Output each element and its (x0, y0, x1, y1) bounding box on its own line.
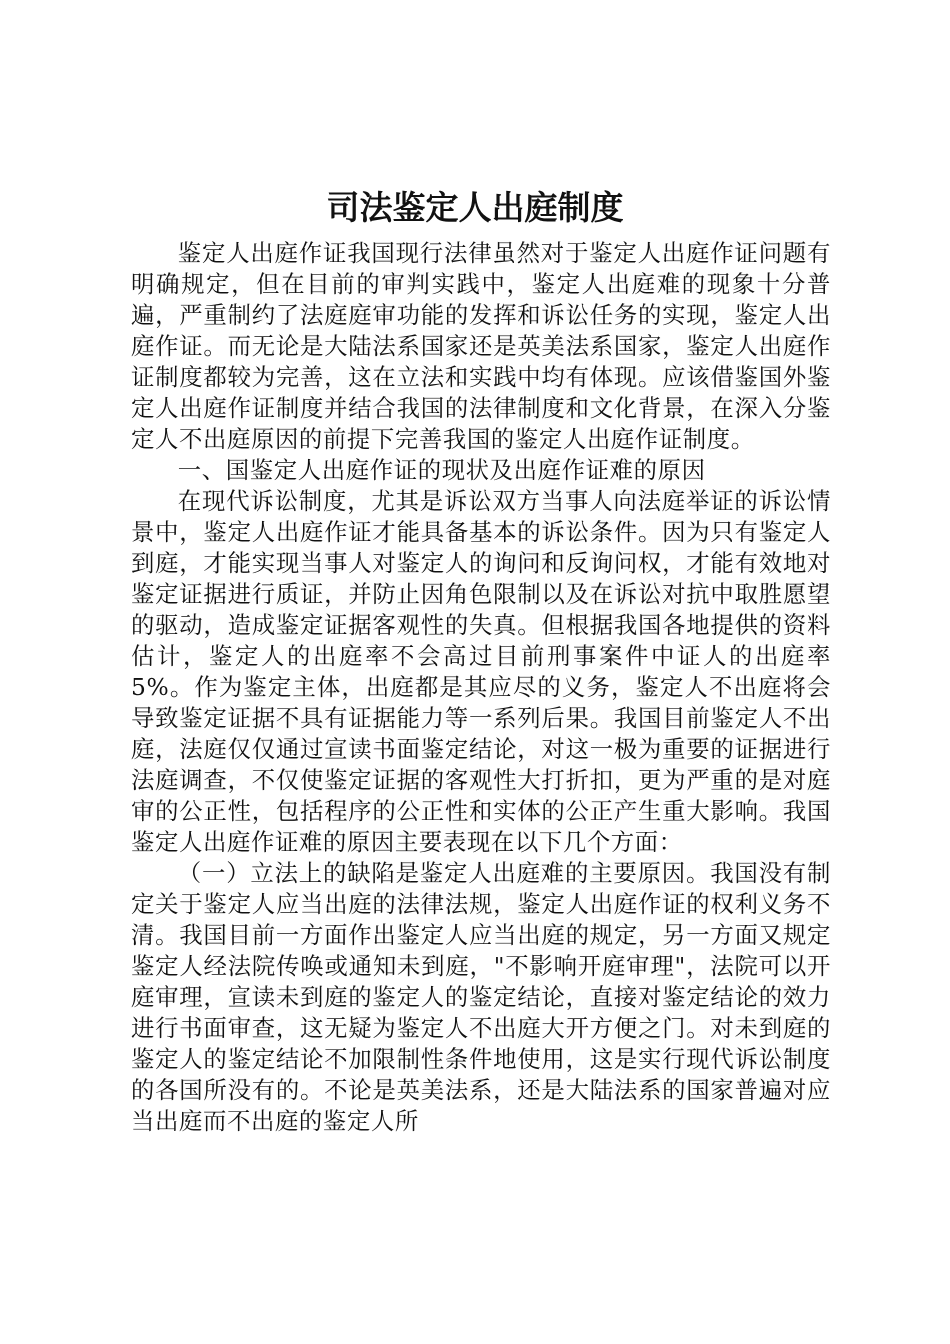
paragraph: （一）立法上的缺陷是鉴定人出庭难的主要原因。我国没有制定关于鉴定人应当出庭的法律法规，鉴定人出庭作证的权利义务不清。我国目前一方面作出鉴定人应当出庭的规定，另一方面又规定鉴定人经法院传唤或通知未到庭，"不影响开庭审理"，法院可以开庭审理，宣读未到庭的鉴定人的鉴定结论，直接对鉴定结论的效力进行书面审查，这无疑为鉴定人不出庭大开方便之门。对未到庭的鉴定人的鉴定结论不加限制性条件地使用，这是实行现代诉讼制度的各国所没有的。不论是英美法系，还是大陆法系的国家普遍对应当出庭而不出庭的鉴定人所 (131, 859, 831, 1135)
document-title: 司法鉴定人出庭制度 (326, 188, 624, 227)
section-heading: 一、国鉴定人出庭作证的现状及出庭作证难的原因 (177, 456, 706, 484)
document-body (131, 238, 831, 1137)
paragraph: 鉴定人出庭作证我国现行法律虽然对于鉴定人出庭作证问题有明确规定，但在目前的审判实践中，鉴定人出庭难的现象十分普遍，严重制约了法庭庭审功能的发挥和诉讼任务的实现，鉴定人出庭作证。而无论是大陆法系国家还是英美法系国家，鉴定人出庭作证制度都较为完善，这在立法和实践中均有体现。应该借鉴国外鉴定人出庭作证制度并结合我国的法律制度和文化背景，在深入分鉴定人不出庭原因的前提下完善我国的鉴定人出庭作证制度。 (131, 239, 831, 453)
paragraph: 在现代诉讼制度，尤其是诉讼双方当事人向法庭举证的诉讼情景中，鉴定人出庭作证才能具备基本的诉讼条件。因为只有鉴定人到庭，才能实现当事人对鉴定人的询问和反询问权，才能有效地对鉴定证据进行质证，并防止因角色限制以及在诉讼对抗中取胜愿望的驱动，造成鉴定证据客观性的失真。但根据我国各地提供的资料估计，鉴定人的出庭率不会高过目前刑事案件中证人的出庭率5%。作为鉴定主体，出庭都是其应尽的义务，鉴定人不出庭将会导致鉴定证据不具有证据能力等一系列后果。我国目前鉴定人不出庭，法庭仅仅通过宣读书面鉴定结论，对这一极为重要的证据进行法庭调查，不仅使鉴定证据的客观性大打折扣，更为严重的是对庭审的公正性，包括程序的公正性和实体的公正产生重大影响。我国鉴定人出庭作证难的原因主要表现在以下几个方面： (131, 487, 831, 856)
